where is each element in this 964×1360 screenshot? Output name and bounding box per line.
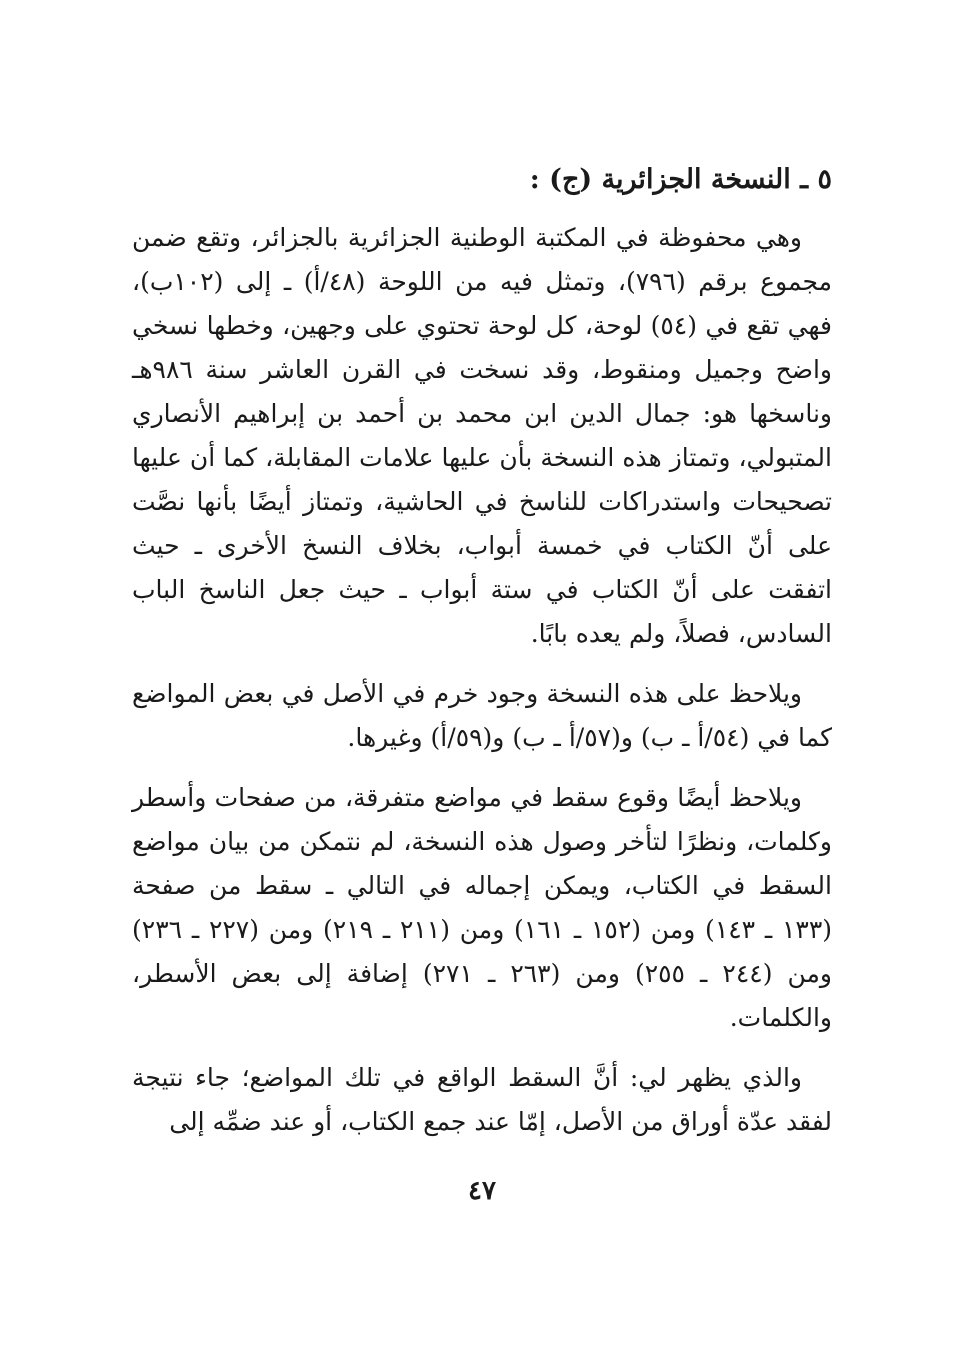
- document-page: [132, 150, 832, 1160]
- paragraph-gaps-note: ويلاحظ على هذه النسخة وجود خرم في الأصل في بعض المواضع كما في (٥٤/أ ـ ب) و(٥٧/أ ـ ب) و(٥٩/أ) وغيرها.: [132, 679, 832, 752]
- paragraph-conclusion: والذي يظهر لي: أنَّ السقط الواقع في تلك المواضع؛ جاء نتيجة لفقد عدّة أوراق من الأصل، إمّا عند جمع الكتاب، أو عند ضمِّه إلى: [132, 1063, 832, 1136]
- paragraph-omissions: ويلاحظ أيضًا وقوع سقط في مواضع متفرقة، من صفحات وأسطر وكلمات، ونظرًا لتأخر وصول هذه النسخة، لم نتمكن من بيان مواضع السقط في الكتاب، ويمكن إجماله في التالي ـ سقط من صفحة (١٣٣ ـ ١٤٣) ومن (١٥٢ ـ ١٦١) ومن (٢١١ ـ ٢١٩) ومن (٢٢٧ ـ ٢٣٦) ومن (٢٤٤ ـ ٢٥٥) ومن (٢٦٣ ـ ٢٧١) إضافة إلى بعض الأسطر، والكلمات.: [132, 783, 833, 1032]
- page-number: ٤٧: [468, 1176, 496, 1206]
- paragraph-manuscript-description: وهي محفوظة في المكتبة الوطنية الجزائرية بالجزائر، وتقع ضمن مجموع برقم (٧٩٦)، وتمثل فيه من اللوحة (٤٨/أ) ـ إلى (١٠٢ب)، فهي تقع في (٥٤) لوحة، كل لوحة تحتوي على وجهين، وخطها نسخي واضح وجميل ومنقوط، وقد نسخت في القرن العاشر سنة ٩٨٦هـ وناسخها هو: جمال الدين ابن محمد بن أحمد بن إبراهيم الأنصاري المتبولي، وتمتاز هذه النسخة بأن عليها علامات المقابلة، كما أن عليها تصحيحات واستدراكات للناسخ في الحاشية، وتمتاز أيضًا بأنها نصَّت على أنّ الكتاب في خمسة أبواب، بخلاف النسخ الأخرى ـ حيث اتفقت على أنّ الكتاب في ستة أبواب ـ حيث جعل الناسخ الباب السادس، فصلاً، ولم يعده بابًا.: [132, 223, 832, 648]
- section-heading: ٥ ـ النسخة الجزائرية (ج) :: [529, 164, 832, 195]
